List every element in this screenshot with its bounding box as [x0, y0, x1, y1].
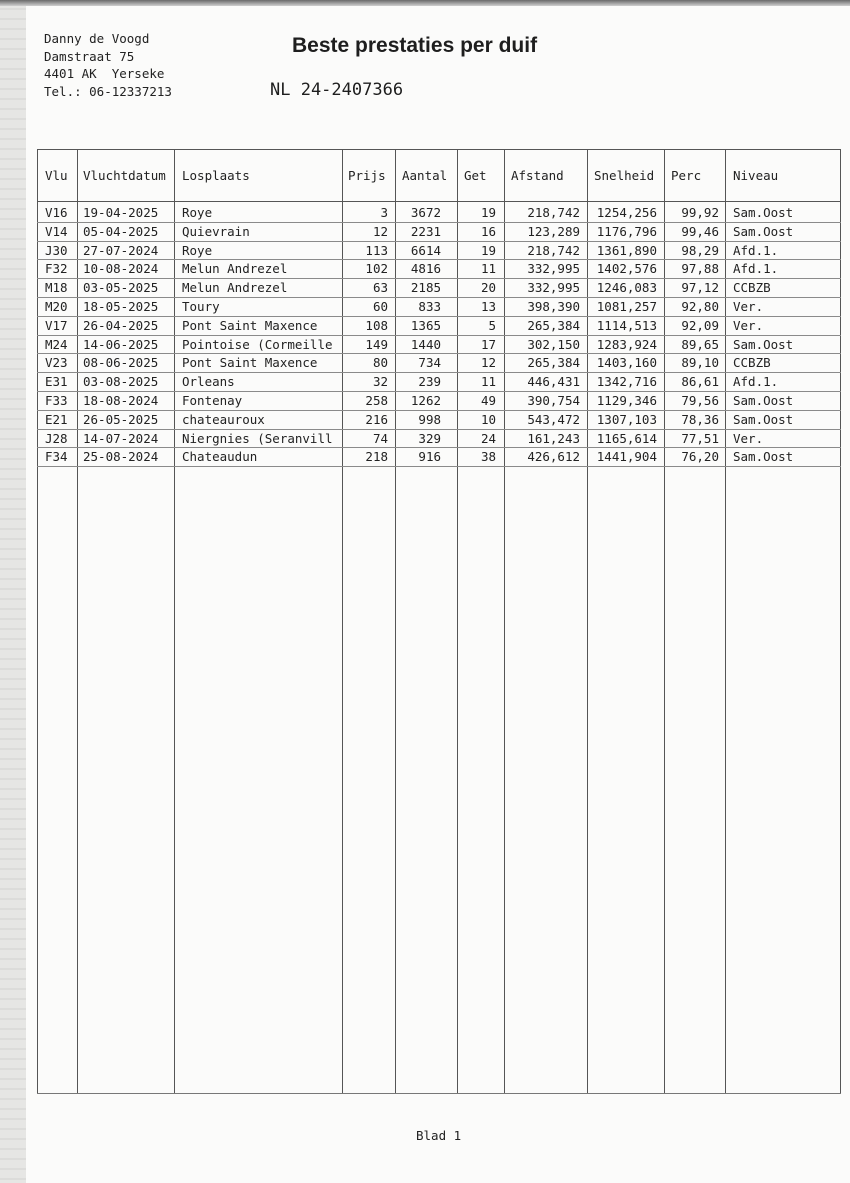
ring-number: NL 24-2407366 [270, 80, 404, 100]
table-row [37, 430, 841, 449]
cell-niveau: Ver. [733, 430, 764, 446]
cell-losplaats: Melun Andrezel [182, 280, 288, 296]
cell-afstand: 123,289 [527, 223, 580, 239]
cell-perc: 79,56 [681, 392, 719, 408]
table-row [37, 448, 841, 467]
cell-vlu: E31 [45, 374, 68, 390]
table-row [37, 279, 841, 298]
cell-get: 38 [480, 449, 496, 465]
cell-aantal: 329 [418, 430, 441, 446]
cell-perc: 97,88 [681, 261, 719, 277]
header-rule [37, 201, 841, 202]
table-row [37, 223, 841, 242]
header-snelheid: Snelheid [594, 168, 655, 183]
cell-vlu: V14 [45, 223, 68, 239]
cell-losplaats: Toury [182, 298, 220, 314]
sender-street: Damstraat 75 [44, 48, 135, 64]
cell-losplaats: chateauroux [182, 411, 265, 427]
cell-get: 5 [488, 317, 496, 333]
sender-name: Danny de Voogd [44, 31, 150, 46]
cell-vlu: M18 [45, 280, 68, 296]
cell-niveau: Sam.Oost [733, 392, 794, 408]
cell-afstand: 543,472 [527, 411, 580, 427]
cell-vluchtdatum: 25-08-2024 [83, 449, 159, 465]
cell-prijs: 60 [372, 298, 388, 314]
cell-vluchtdatum: 03-05-2025 [83, 280, 159, 296]
cell-aantal: 2231 [410, 223, 441, 239]
cell-prijs: 32 [372, 374, 388, 390]
scan-binder-edge [0, 0, 27, 1183]
cell-snelheid: 1307,103 [596, 411, 657, 427]
cell-prijs: 113 [365, 242, 388, 258]
cell-niveau: Afd.1. [733, 261, 779, 277]
table-row [37, 392, 841, 411]
cell-get: 12 [480, 355, 496, 371]
sender-phone: Tel.: 06-12337213 [44, 83, 172, 99]
cell-losplaats: Melun Andrezel [182, 261, 288, 277]
cell-aantal: 3672 [410, 205, 441, 220]
header-get: Get [464, 168, 487, 183]
cell-perc: 99,92 [681, 205, 719, 220]
cell-afstand: 218,742 [527, 205, 580, 220]
cell-vluchtdatum: 10-08-2024 [83, 261, 159, 277]
cell-perc: 78,36 [681, 411, 719, 427]
cell-aantal: 4816 [410, 261, 441, 277]
table-row [37, 204, 841, 223]
cell-perc: 99,46 [681, 223, 719, 239]
cell-get: 19 [480, 242, 496, 258]
cell-perc: 92,80 [681, 298, 719, 314]
cell-vlu: F32 [45, 261, 68, 277]
cell-losplaats: Chateaudun [182, 449, 258, 465]
cell-vluchtdatum: 18-08-2024 [83, 392, 159, 408]
cell-losplaats: Pont Saint Maxence [182, 355, 318, 371]
cell-snelheid: 1165,614 [596, 430, 657, 446]
cell-aantal: 734 [418, 355, 441, 371]
cell-losplaats: Roye [182, 242, 213, 258]
table-row [37, 354, 841, 373]
cell-losplaats: Roye [182, 205, 213, 220]
cell-niveau: Sam.Oost [733, 205, 794, 220]
cell-perc: 97,12 [681, 280, 719, 296]
header-niveau: Niveau [733, 168, 779, 183]
cell-vlu: J28 [45, 430, 68, 446]
cell-prijs: 258 [365, 392, 388, 408]
cell-afstand: 302,150 [527, 336, 580, 352]
cell-afstand: 218,742 [527, 242, 580, 258]
table-row [37, 298, 841, 317]
cell-prijs: 63 [372, 280, 388, 296]
cell-snelheid: 1114,513 [596, 317, 657, 333]
header-perc: Perc [671, 168, 702, 183]
header-aantal: Aantal [402, 168, 448, 183]
page-number: Blad 1 [416, 1128, 462, 1143]
cell-losplaats: Fontenay [182, 392, 243, 408]
cell-losplaats: Quievrain [182, 223, 250, 239]
cell-vlu: M20 [45, 298, 68, 314]
cell-niveau: Sam.Oost [733, 449, 794, 465]
cell-snelheid: 1441,904 [596, 449, 657, 465]
cell-get: 20 [480, 280, 496, 296]
cell-get: 16 [480, 223, 496, 239]
cell-niveau: Sam.Oost [733, 411, 794, 427]
cell-aantal: 6614 [410, 242, 441, 258]
cell-afstand: 426,612 [527, 449, 580, 465]
cell-aantal: 998 [418, 411, 441, 427]
cell-niveau: Afd.1. [733, 374, 779, 390]
cell-losplaats: Pointoise (Cormeille [182, 336, 333, 352]
cell-vluchtdatum: 08-06-2025 [83, 355, 159, 371]
cell-losplaats: Pont Saint Maxence [182, 317, 318, 333]
header-vluchtdatum: Vluchtdatum [83, 168, 166, 183]
cell-vlu: F34 [45, 449, 68, 465]
cell-niveau: Sam.Oost [733, 223, 794, 239]
cell-niveau: Sam.Oost [733, 336, 794, 352]
cell-snelheid: 1361,890 [596, 242, 657, 258]
cell-get: 17 [480, 336, 496, 352]
cell-perc: 77,51 [681, 430, 719, 446]
cell-afstand: 446,431 [527, 374, 580, 390]
cell-vluchtdatum: 14-07-2024 [83, 430, 159, 446]
table-row [37, 411, 841, 430]
cell-vluchtdatum: 27-07-2024 [83, 242, 159, 258]
cell-snelheid: 1246,083 [596, 280, 657, 296]
cell-vlu: J30 [45, 242, 68, 258]
cell-vlu: V16 [45, 205, 68, 220]
page-title: Beste prestaties per duif [292, 34, 538, 57]
cell-get: 10 [480, 411, 496, 427]
cell-vlu: M24 [45, 336, 68, 352]
cell-get: 11 [480, 374, 496, 390]
cell-vlu: V17 [45, 317, 68, 333]
cell-vluchtdatum: 18-05-2025 [83, 298, 159, 314]
cell-niveau: CCBZB [733, 280, 771, 296]
footer-rule [37, 1093, 841, 1094]
cell-prijs: 12 [372, 223, 388, 239]
cell-snelheid: 1176,796 [596, 223, 657, 239]
cell-losplaats: Niergnies (Seranvill [182, 430, 333, 446]
cell-afstand: 161,243 [527, 430, 580, 446]
cell-vlu: E21 [45, 411, 68, 427]
cell-afstand: 265,384 [527, 317, 580, 333]
table-row [37, 242, 841, 261]
cell-vluchtdatum: 19-04-2025 [83, 205, 159, 220]
header-prijs: Prijs [348, 168, 386, 183]
cell-afstand: 398,390 [527, 298, 580, 314]
cell-vluchtdatum: 14-06-2025 [83, 336, 159, 352]
cell-prijs: 74 [372, 430, 388, 446]
cell-niveau: Afd.1. [733, 242, 779, 258]
cell-vluchtdatum: 26-05-2025 [83, 411, 159, 427]
cell-losplaats: Orleans [182, 374, 235, 390]
cell-aantal: 1440 [410, 336, 441, 352]
header-afstand: Afstand [511, 168, 564, 183]
cell-vluchtdatum: 05-04-2025 [83, 223, 159, 239]
header-losplaats: Losplaats [182, 168, 250, 183]
cell-vlu: V23 [45, 355, 68, 371]
cell-get: 19 [480, 205, 496, 220]
cell-snelheid: 1129,346 [596, 392, 657, 408]
table-body [37, 204, 841, 467]
results-table [37, 149, 841, 1094]
cell-afstand: 265,384 [527, 355, 580, 371]
cell-prijs: 108 [365, 317, 388, 333]
cell-niveau: Ver. [733, 298, 764, 314]
cell-afstand: 390,754 [527, 392, 580, 408]
cell-perc: 89,65 [681, 336, 719, 352]
cell-snelheid: 1254,256 [596, 205, 657, 220]
cell-snelheid: 1402,576 [596, 261, 657, 277]
cell-vluchtdatum: 03-08-2025 [83, 374, 159, 390]
cell-afstand: 332,995 [527, 280, 580, 296]
cell-get: 49 [480, 392, 496, 408]
cell-prijs: 216 [365, 411, 388, 427]
table-row [37, 373, 841, 392]
table-row [37, 336, 841, 355]
cell-aantal: 916 [418, 449, 441, 465]
table-row [37, 260, 841, 279]
cell-prijs: 149 [365, 336, 388, 352]
cell-aantal: 239 [418, 374, 441, 390]
cell-perc: 86,61 [681, 374, 719, 390]
cell-perc: 98,29 [681, 242, 719, 258]
cell-vluchtdatum: 26-04-2025 [83, 317, 159, 333]
cell-snelheid: 1403,160 [596, 355, 657, 371]
sender-city: 4401 AK Yerseke [44, 66, 165, 81]
cell-prijs: 102 [365, 261, 388, 277]
header-vlu: Vlu [45, 168, 68, 183]
cell-niveau: Ver. [733, 317, 764, 333]
cell-afstand: 332,995 [527, 261, 580, 277]
cell-perc: 92,09 [681, 317, 719, 333]
cell-get: 11 [480, 261, 496, 277]
cell-prijs: 218 [365, 449, 388, 465]
sender-address [44, 30, 172, 100]
cell-aantal: 833 [418, 298, 441, 314]
cell-get: 13 [480, 298, 496, 314]
cell-snelheid: 1081,257 [596, 298, 657, 314]
cell-snelheid: 1342,716 [596, 374, 657, 390]
cell-vlu: F33 [45, 392, 68, 408]
cell-perc: 76,20 [681, 449, 719, 465]
cell-snelheid: 1283,924 [596, 336, 657, 352]
cell-prijs: 80 [372, 355, 388, 371]
cell-aantal: 1262 [410, 392, 441, 408]
cell-aantal: 1365 [410, 317, 441, 333]
cell-aantal: 2185 [410, 280, 441, 296]
cell-get: 24 [480, 430, 496, 446]
cell-perc: 89,10 [681, 355, 719, 371]
table-row [37, 317, 841, 336]
cell-niveau: CCBZB [733, 355, 771, 371]
cell-prijs: 3 [380, 205, 388, 220]
